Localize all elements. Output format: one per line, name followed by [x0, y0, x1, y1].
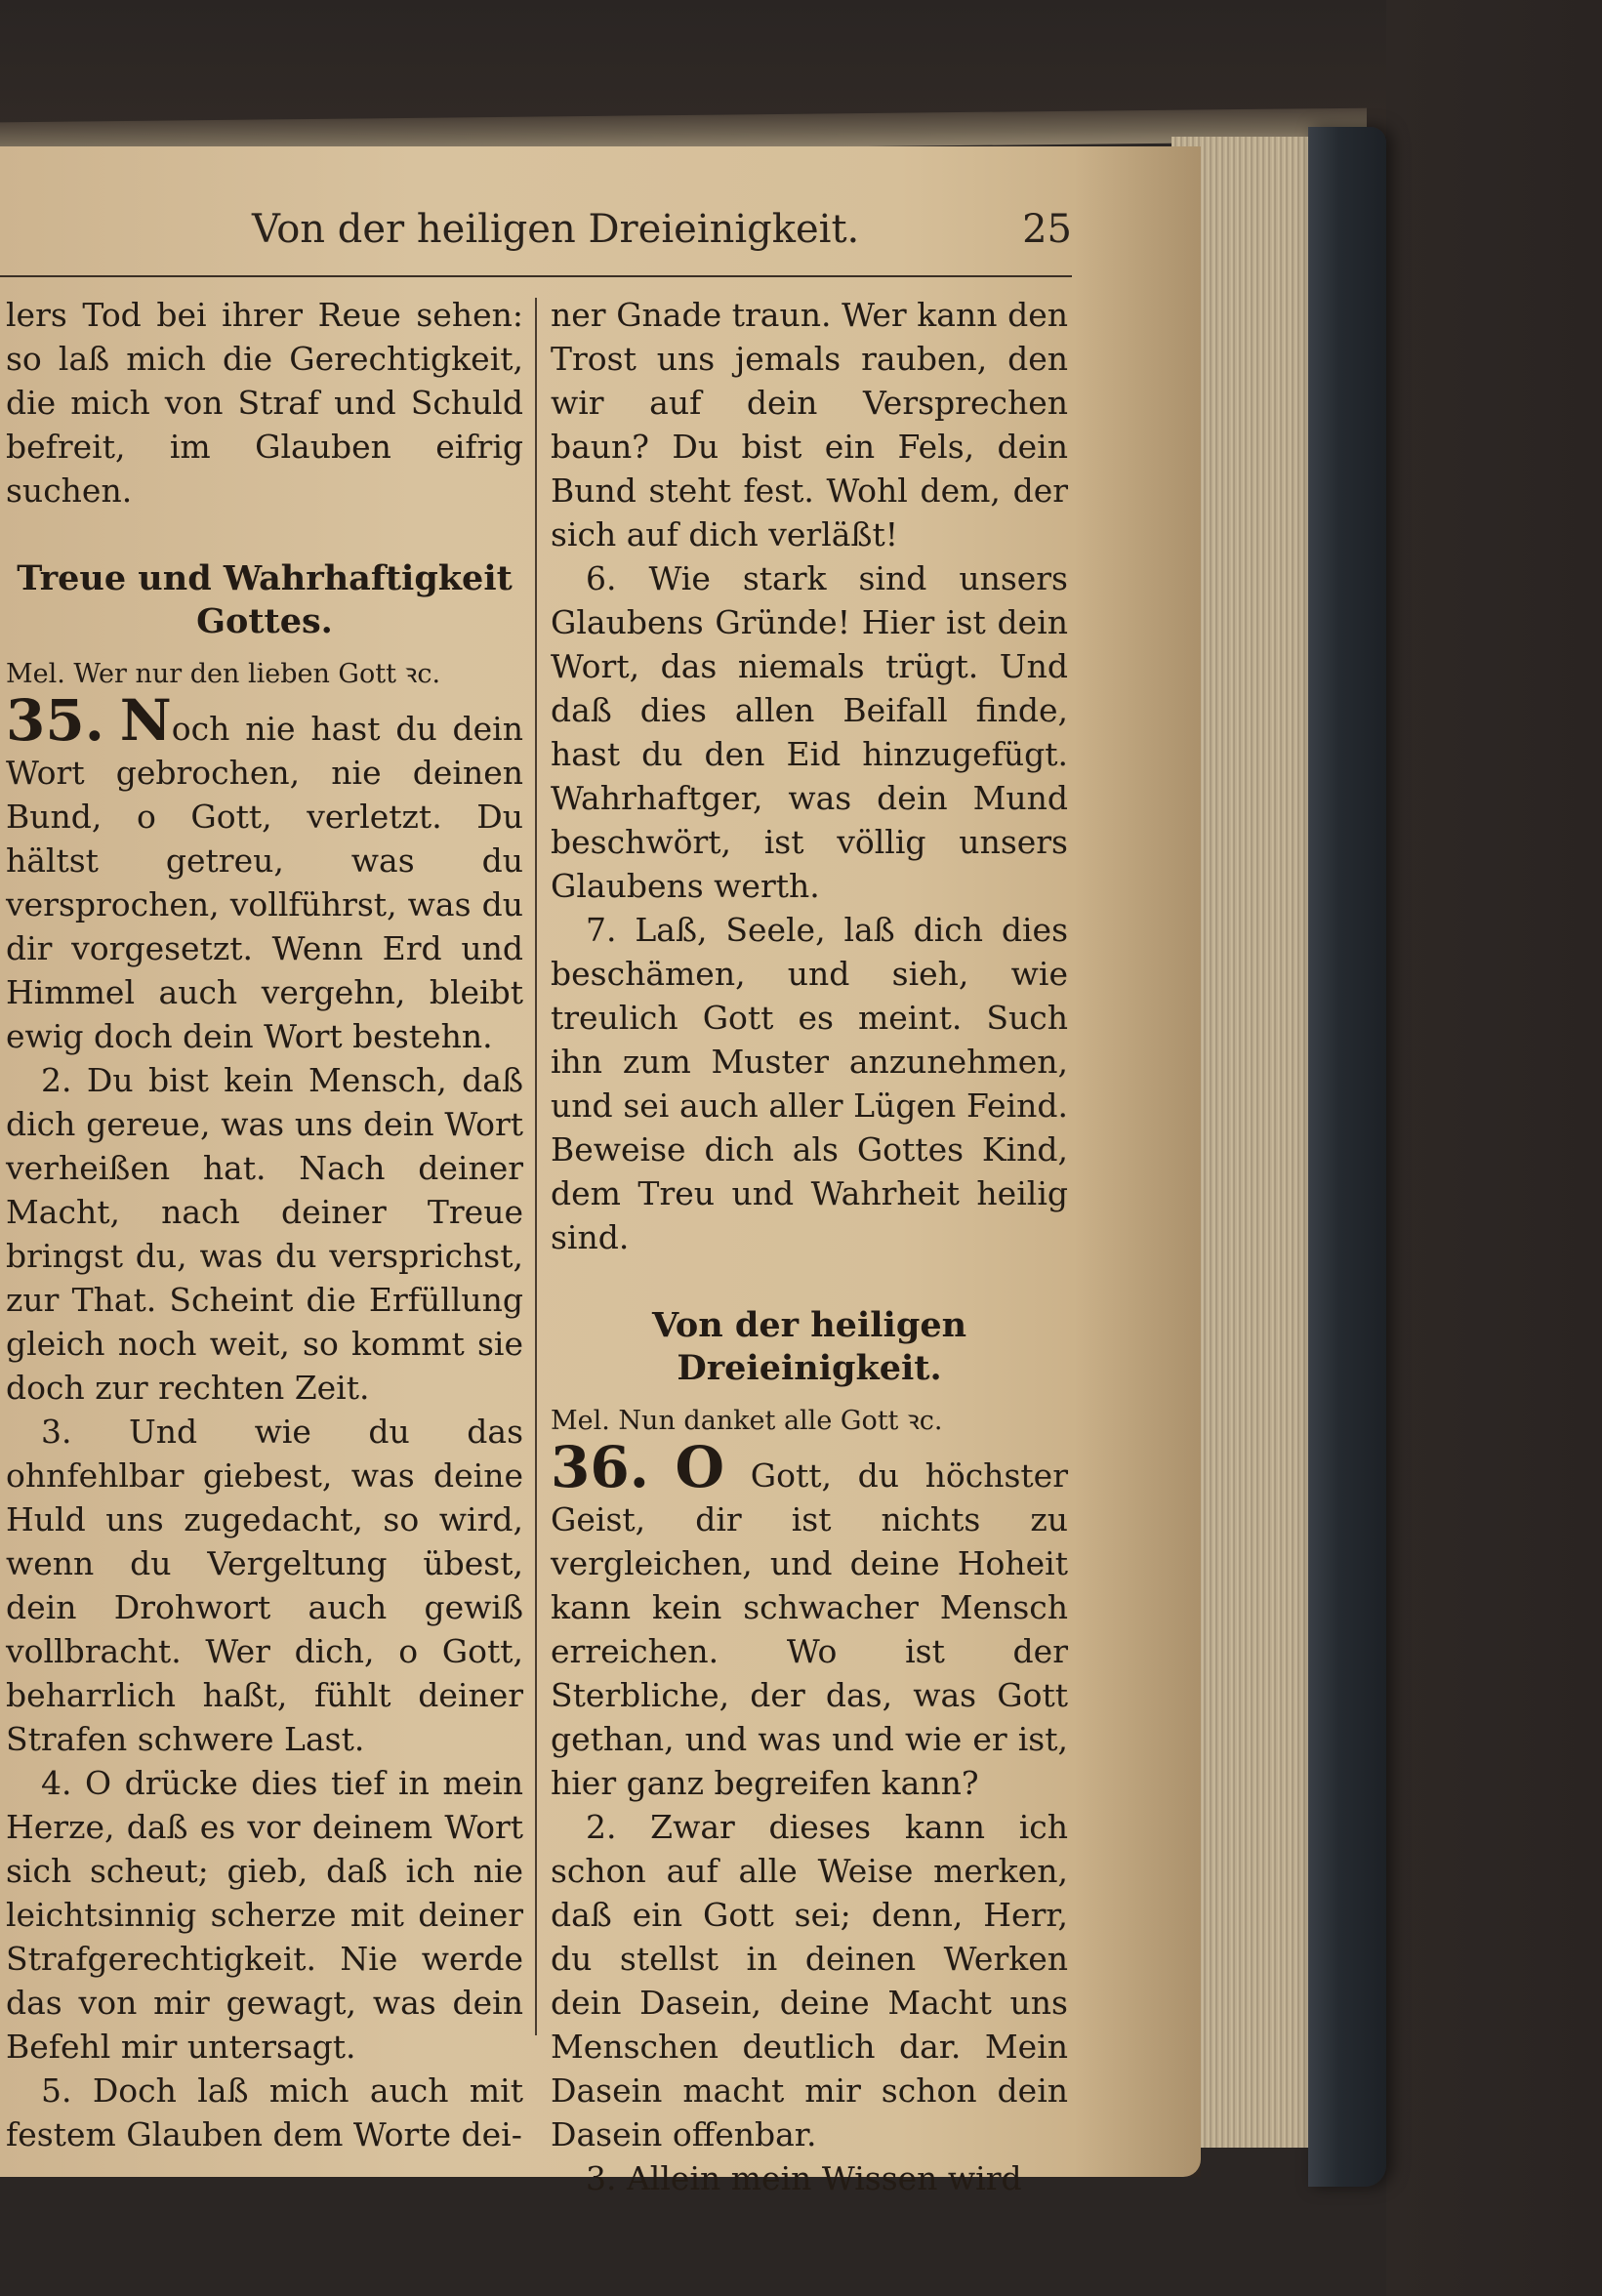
hymn-35-verse-1-text: och nie hast du dein Wort gebrochen, nie deinen Bund, o Gott, verletzt. Du hältst getreu, was du versprochen, vollführst, was du dir vorgesetzt. Wenn Erd und Himmel auch vergehn, bleibt ewig doch dein Wort bestehn. — [6, 710, 523, 1055]
hymn-36-melody: Mel. Nun danket alle Gott ꝛc. — [551, 1406, 943, 1436]
book-cover — [1308, 127, 1386, 2187]
hymn-35-melody: Mel. Wer nur den lieben Gott ꝛc. — [6, 659, 441, 689]
header-rule — [0, 275, 1072, 277]
hymn-35-verse-5-end: ner Gnade traun. Wer kann den Trost uns jemals rauben, den wir auf dein Versprechen baun? Du bist ein Fels, dein Bund steht fest. Wohl dem, der sich auf dich verläßt! — [551, 296, 1068, 554]
hymn-36-initial: O — [675, 1434, 725, 1500]
running-header-title: Von der heiligen Dreieinigkeit. — [252, 207, 860, 252]
hymn-36-verse-3-start: 3. Allein mein Wissen wird — [586, 2159, 1022, 2197]
left-column — [6, 293, 523, 2153]
hymn-35-verse-3: 3. Und wie du das ohnfehlbar giebest, was deine Huld uns zugedacht, so wird, wenn du Vergeltung übest, dein Drohwort auch gewiß vollbracht. Wer dich, o Gott, beharrlich haßt, fühlt deiner Strafen schwere Last. — [6, 1413, 523, 1758]
column-divider — [535, 298, 537, 2035]
hymn-36-verse-2: 2. Zwar dieses kann ich schon auf alle Weise merken, daß ein Gott sei; denn, Herr, du stellst in deinen Werken dein Dasein, deine Macht uns Menschen deutlich dar. Mein Dasein macht mir schon dein Dasein offenbar. — [551, 1808, 1068, 2153]
hymn-35-verse-5-start: 5. Doch laß mich auch mit festem Glauben dem Worte dei- — [6, 2071, 523, 2153]
hymn-36-verse-1 — [551, 1434, 1068, 1805]
hymn-35-verse-2: 2. Du bist kein Mensch, daß dich gereue, was uns dein Wort verheißen hat. Nach deiner Macht, nach deiner Treue bringst du, was du versprichst, zur That. Scheint die Erfüllung gleich noch weit, so kommt sie doch zur rechten Zeit. — [6, 1061, 523, 1407]
hymn-35-verse-6: 6. Wie stark sind unsers Glaubens Gründe! Hier ist dein Wort, das niemals trügt. Und daß dies allen Beifall finde, hast du den Eid hinzugefügt. Wahrhaftger, was dein Mund beschwört, ist völlig unsers Glaubens werth. — [551, 559, 1068, 905]
page-number: 25 — [1022, 207, 1072, 252]
hymn-35-verse-1 — [6, 687, 523, 1058]
hymn-36-number: 36. — [551, 1434, 649, 1500]
hymn-36-verse-1-text: Gott, du höchster Geist, dir ist nichts zu vergleichen, und deine Hoheit kann kein schwacher Mensch erreichen. Wo ist der Sterbliche, der das, was Gott gethan, und was und wie er ist, hier ganz begreifen kann? — [551, 1456, 1068, 1802]
hymn-35-verse-7: 7. Laß, Seele, laß dich dies beschämen, und sieh, wie treulich Gott es meint. Such ihn zum Muster anzunehmen, und sei auch aller Lügen Feind. Beweise dich als Gottes Kind, dem Treu und Wahrheit heilig sind. — [551, 911, 1068, 1256]
hymn-35-initial: N — [119, 687, 172, 754]
hymn-36-heading: Von der heiligen Dreieinigkeit. — [651, 1305, 967, 1388]
dark-background-right — [1386, 0, 1602, 2296]
right-column — [551, 293, 1068, 2197]
verse-continuation: lers Tod bei ihrer Reue sehen: so laß mich die Gerechtigkeit, die mich von Straf und Schuld befreit, im Glauben eifrig suchen. — [6, 296, 523, 510]
hymn-35-verse-4: 4. O drücke dies tief in mein Herze, daß es vor deinem Wort sich scheut; gieb, daß ich nie leichtsinnig scherze mit deiner Strafgerechtigkeit. Nie werde das von mir gewagt, was dein Befehl mir untersagt. — [6, 1764, 523, 2066]
hymn-35-heading: Treue und Wahrhaftigkeit Gottes. — [17, 558, 513, 641]
hymn-35-number: 35. — [6, 687, 104, 754]
